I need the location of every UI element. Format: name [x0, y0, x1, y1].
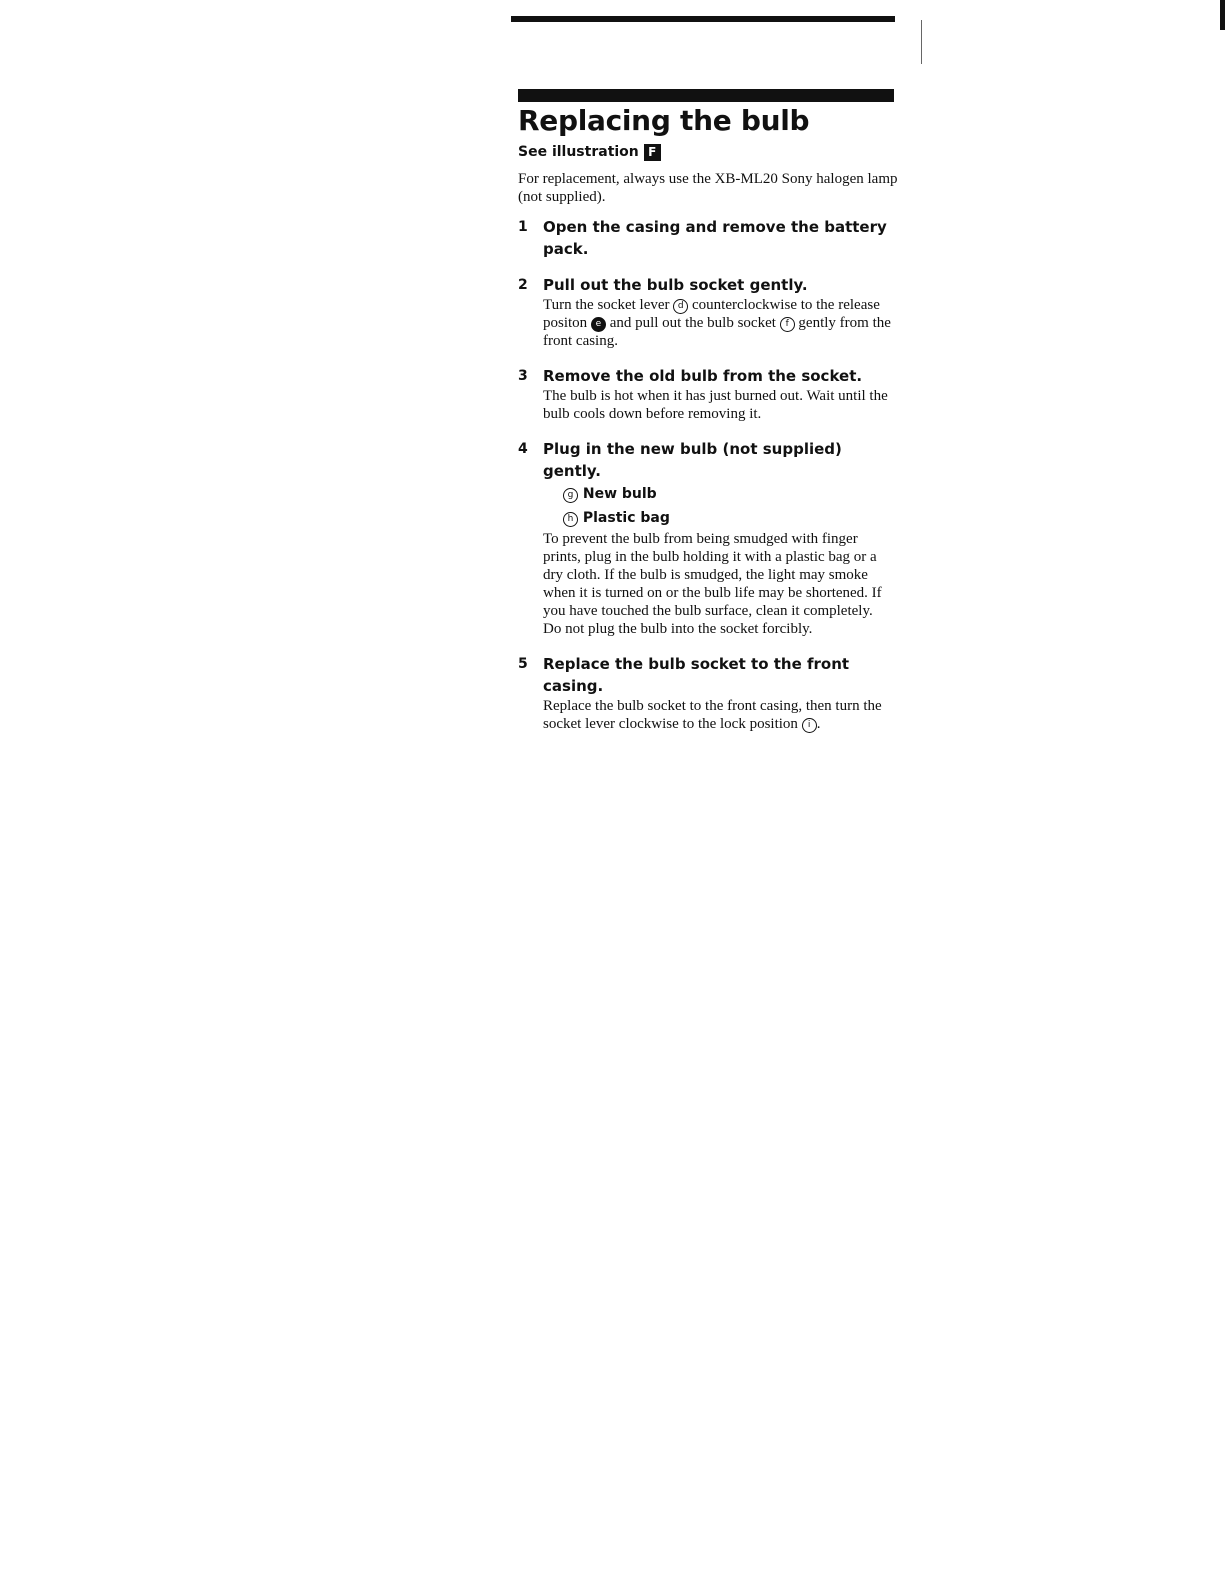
step-1 [518, 216, 898, 260]
subitem-new-bulb [543, 482, 898, 506]
step-number: 5 [518, 656, 528, 672]
step-3 [518, 365, 898, 423]
step-body [543, 296, 898, 350]
step-body-text: Turn the socket lever [543, 297, 670, 313]
subitem-label: New bulb [582, 486, 657, 502]
step-body-text: . [816, 716, 821, 732]
step-number: 4 [518, 441, 528, 457]
section-rule [518, 89, 894, 102]
step-title: Plug in the new bulb (not supplied) gently. [543, 440, 842, 480]
step-title: Pull out the bulb socket gently. [543, 276, 808, 294]
illustration-badge-icon: F [644, 144, 661, 161]
page-title: Replacing the bulb [518, 104, 810, 137]
step-title: Open the casing and remove the battery pack. [543, 218, 887, 258]
step-body [543, 697, 898, 733]
top-rule [511, 16, 895, 22]
callout-h-icon: h [563, 512, 578, 527]
manual-section [518, 102, 898, 733]
step-body-text: gently from the front casing. [543, 315, 891, 349]
step-number: 1 [518, 219, 528, 235]
steps-list [518, 216, 898, 733]
see-illustration [518, 142, 898, 162]
callout-d-icon: d [673, 299, 688, 314]
see-illustration-label: See illustration [518, 144, 639, 160]
step-body-text: and pull out the bulb socket [609, 315, 776, 331]
step-body: To prevent the bulb from being smudged with finger prints, plug in the bulb holding it with a plastic bag or a dry cloth. If the bulb is smudged, the light may smoke when it is turned on or the bulb life may be shortened. If you have touched the bulb surface, clean it completely. [543, 531, 882, 619]
step-body-note: Do not plug the bulb into the socket forcibly. [543, 621, 813, 637]
callout-f-icon: f [780, 317, 795, 332]
step-2 [518, 274, 898, 350]
callout-g-icon: g [563, 488, 578, 503]
step-4 [518, 438, 898, 638]
step-title: Remove the old bulb from the socket. [543, 367, 863, 385]
step-number: 3 [518, 368, 528, 384]
subitem-plastic-bag [543, 506, 898, 530]
page-edge-mark [1220, 0, 1225, 30]
subitem-label: Plastic bag [582, 510, 670, 526]
step-body-text: Replace the bulb socket to the front casing, then turn the socket lever clockwise to the lock position [543, 698, 882, 732]
step-body-text: counterclockwise to the release positon [543, 297, 880, 331]
step-5 [518, 653, 898, 733]
margin-hairline [921, 20, 922, 64]
callout-e-icon: e [591, 317, 606, 332]
step-body: The bulb is hot when it has just burned out. Wait until the bulb cools down before removing it. [543, 388, 888, 422]
intro-text: For replacement, always use the XB-ML20 Sony halogen lamp (not supplied). [518, 171, 898, 205]
callout-i-icon: i [802, 718, 817, 733]
step-number: 2 [518, 277, 528, 293]
step-title: Replace the bulb socket to the front casing. [543, 655, 850, 695]
